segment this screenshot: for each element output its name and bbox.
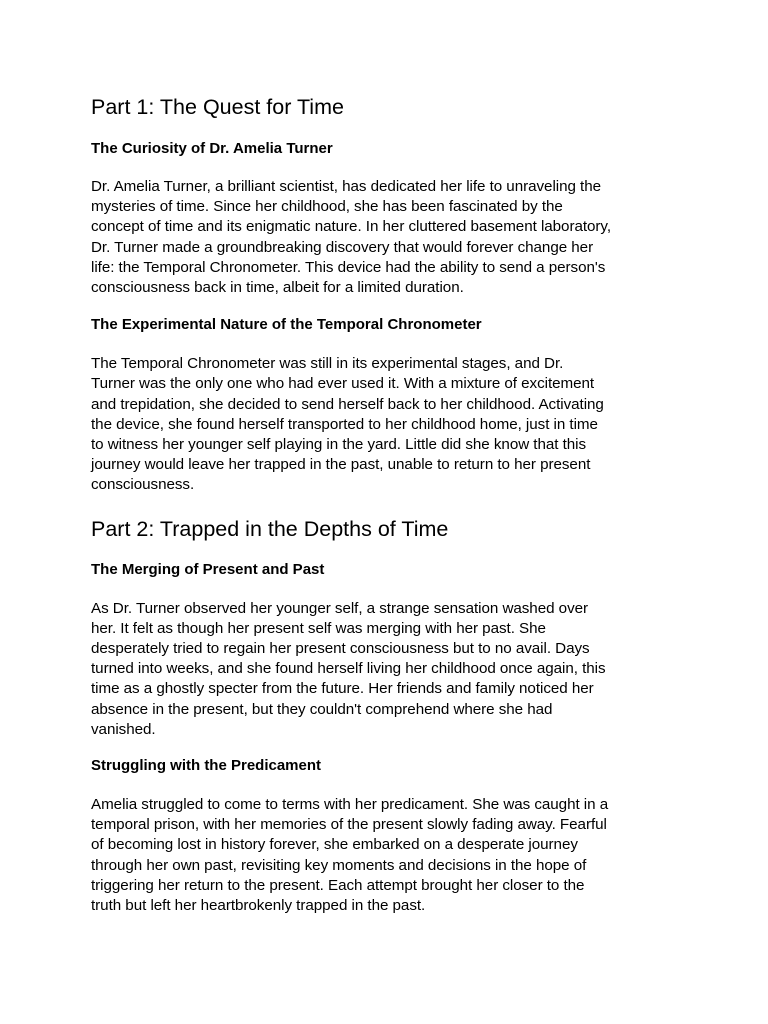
part-2-title: Part 2: Trapped in the Depths of Time bbox=[91, 516, 449, 541]
part-1-title: Part 1: The Quest for Time bbox=[91, 95, 344, 119]
body-line: The Temporal Chronometer was still in its experimental stages, and Dr. bbox=[91, 355, 564, 373]
body-line: time as a ghostly specter from the future. Her friends and family noticed her bbox=[91, 680, 594, 698]
body-line: Amelia struggled to come to terms with her predicament. She was caught in a bbox=[91, 796, 609, 814]
section-body-curiosity bbox=[91, 177, 691, 298]
section-heading-merging: The Merging of Present and Past bbox=[91, 560, 325, 578]
body-line: journey would leave her trapped in the past, unable to return to her present bbox=[91, 456, 591, 474]
body-line: Dr. Turner made a groundbreaking discovery that would forever change her bbox=[91, 238, 594, 256]
body-line: life: the Temporal Chronometer. This device had the ability to send a person's bbox=[91, 258, 606, 276]
body-line: temporal prison, with her memories of the present slowly fading away. Fearful bbox=[91, 816, 607, 834]
body-line: to witness her younger self playing in the yard. Little did she know that this bbox=[91, 436, 587, 454]
body-line: Dr. Amelia Turner, a brilliant scientist, has dedicated her life to unraveling the bbox=[91, 178, 602, 195]
body-line: mysteries of time. Since her childhood, she has been fascinated by the bbox=[91, 198, 563, 216]
section-heading-predicament: Struggling with the Predicament bbox=[91, 757, 322, 775]
section-heading-curiosity: The Curiosity of Dr. Amelia Turner bbox=[91, 140, 333, 157]
body-line: the device, she found herself transported to her childhood home, just in time bbox=[91, 415, 598, 433]
body-line: As Dr. Turner observed her younger self, a strange sensation washed over bbox=[91, 599, 589, 617]
body-line: consciousness back in time, albeit for a limited duration. bbox=[91, 279, 464, 297]
body-line: turned into weeks, and she found herself living her childhood once again, this bbox=[91, 660, 606, 678]
body-line: absence in the present, but they couldn't comprehend where she had bbox=[91, 700, 553, 718]
section-body-experimental-nature bbox=[91, 354, 691, 495]
document-page bbox=[91, 92, 691, 916]
section-heading-experimental-nature: The Experimental Nature of the Temporal Chronometer bbox=[91, 316, 482, 334]
section-body-predicament bbox=[91, 795, 691, 916]
body-line: concept of time and its enigmatic nature. In her cluttered basement laboratory, bbox=[91, 218, 612, 236]
body-line: triggering her return to the present. Each attempt brought her closer to the bbox=[91, 876, 585, 894]
body-line: vanished. bbox=[91, 720, 156, 738]
body-line: her. It felt as though her present self was merging with her past. She bbox=[91, 619, 546, 637]
body-line: desperately tried to regain her present consciousness but to no avail. Days bbox=[91, 640, 590, 658]
body-line: and trepidation, she decided to send herself back to her childhood. Activating bbox=[91, 395, 604, 413]
body-line: consciousness. bbox=[91, 476, 195, 494]
section-body-merging bbox=[91, 599, 691, 740]
body-line: truth but left her heartbrokenly trapped in the past. bbox=[91, 897, 426, 915]
body-line: of becoming lost in history forever, she embarked on a desperate journey bbox=[91, 836, 578, 854]
body-line: through her own past, revisiting key moments and decisions in the hope of bbox=[91, 856, 587, 874]
body-line: Turner was the only one who had ever used it. With a mixture of excitement bbox=[91, 375, 595, 393]
